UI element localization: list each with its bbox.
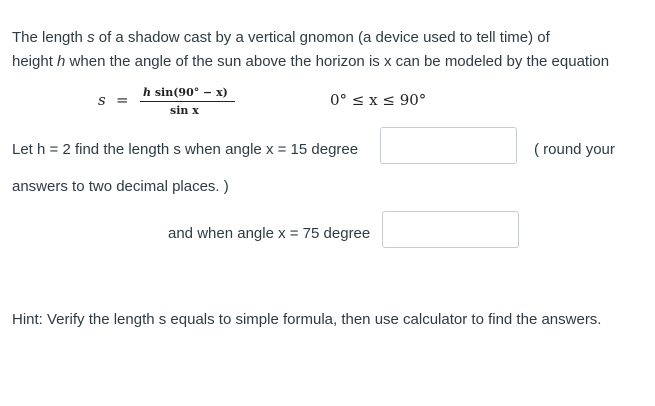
question2-prompt: and when angle x = 75 degree (168, 225, 371, 242)
variable-h: h (57, 53, 66, 70)
answer-input-x15[interactable] (380, 127, 517, 164)
intro-text: of a shadow cast by a vertical gnomon (a device used to tell time) of (94, 29, 550, 46)
hint-text: Hint: Verify the length s equals to simple formula, then use calculator to find the answers. (12, 311, 602, 328)
intro-text: The length (12, 29, 88, 46)
equation-domain: 0° ≤ x ≤ 90° (330, 91, 427, 109)
problem-intro-line2 (12, 50, 609, 74)
variable-h: h (143, 86, 151, 99)
rounding-note-line2: answers to two decimal places. ) (12, 178, 229, 195)
numerator-text: sin(90° − x) (154, 86, 228, 99)
equation-equals: = (116, 91, 129, 109)
fraction-numerator (143, 86, 228, 99)
problem-intro-line1 (12, 26, 550, 50)
rounding-note: ( round your (534, 141, 615, 158)
answer-input-x75[interactable] (382, 211, 519, 248)
intro-text: when the angle of the sun above the horizon is x can be modeled by the equation (65, 53, 610, 70)
variable-s: s (98, 91, 106, 109)
variable-s: s (87, 29, 95, 46)
fraction-bar (140, 101, 235, 102)
fraction-denominator: sin x (170, 104, 199, 117)
equation-lhs (98, 91, 106, 109)
question1-prompt: Let h = 2 find the length s when angle x = 15 degree (12, 141, 359, 158)
intro-text: height (12, 53, 58, 70)
